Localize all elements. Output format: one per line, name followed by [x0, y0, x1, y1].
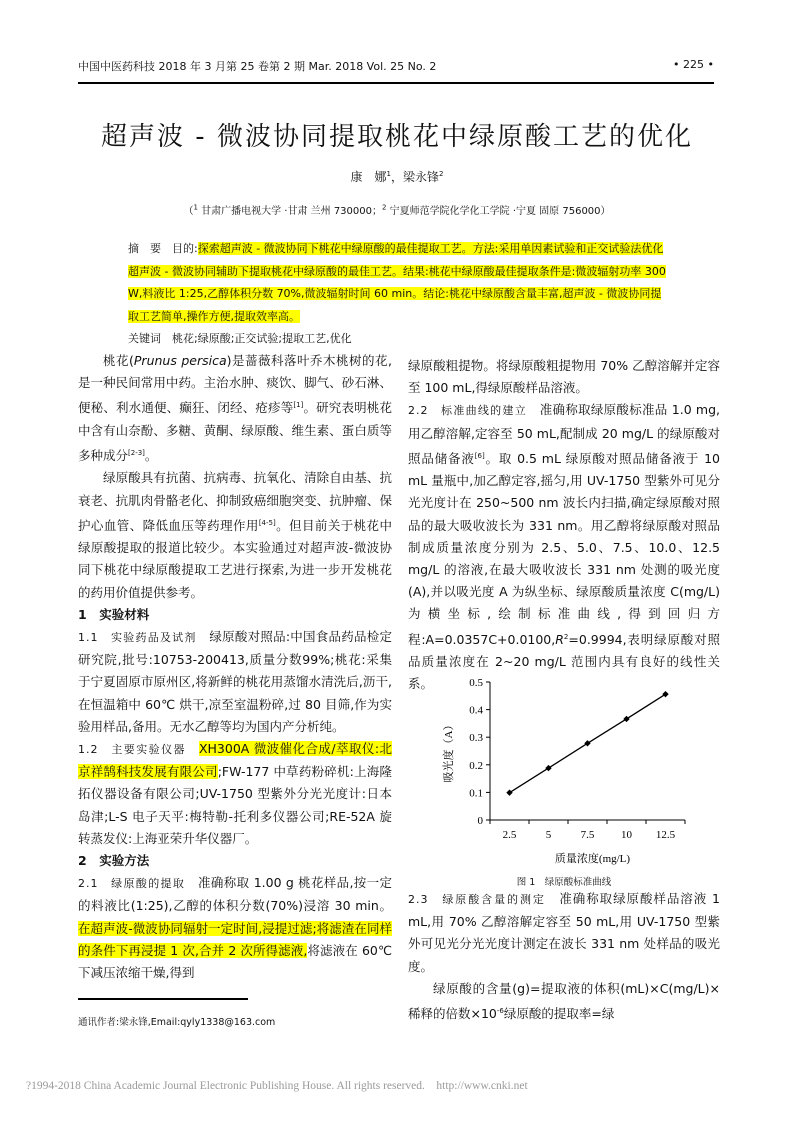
- data-point: [506, 789, 512, 795]
- citation: [2-3]: [128, 448, 145, 457]
- footnote-corresponding-author: 通讯作者:梁永锋,Email:qyly1338@163.com: [78, 1017, 276, 1028]
- r-symbol: R: [555, 631, 564, 647]
- subsection-2-1: 2.1 绿原酸的提取 准确称取 1.00 g 桃花样品,按一定的料液比(1:25),乙醇的体积分数(70%)浸溶 30 min。在超声波-微波协同辐射一定时间,浸提过滤;将滤渣在同样的条件下再浸提 1 次,合并 2 次所得滤液,将滤液在 60℃ 下减压浓缩干燥,得到: [78, 875, 392, 980]
- footnote-rule: [78, 998, 248, 1000]
- abstract: [128, 238, 668, 351]
- section-heading-1: 1 实验材料: [78, 606, 150, 622]
- affiliations: [0, 202, 794, 217]
- running-header: [78, 58, 714, 74]
- authors: [0, 168, 794, 185]
- standard-curve-chart: [420, 670, 710, 880]
- right-column: [408, 355, 720, 695]
- y-tick-label: 0.1: [469, 787, 483, 800]
- abstract-highlight: [128, 242, 666, 323]
- latin-name: Prunus persica: [133, 353, 227, 368]
- abstract-label: 摘 要: [128, 242, 161, 255]
- journal-line: 中国中医药科技 2018 年 3 月第 25 卷第 2 期 Mar. 2018 Vol. 25 No. 2: [78, 60, 437, 73]
- paper-title: 超声波 - 微波协同提取桃花中绿原酸工艺的优化: [101, 122, 693, 152]
- affil-1-sup: 1: [193, 203, 198, 212]
- objective-text: 探索超声波 - 微波协同下桃花中绿原酸的最佳提取工艺。: [197, 242, 473, 255]
- data-point: [623, 716, 629, 722]
- result-text: 桃花中绿原酸最佳提取条件是:微波辐射功率 300 W,料液比 1:25,乙醇体积分数 70%,微波辐射时间 60 min。: [128, 264, 666, 300]
- y-tick-label: 0: [477, 815, 483, 827]
- x-tick-label: 7.5: [580, 829, 595, 841]
- conclusion-text: 桃花中绿原酸含量丰富,超声波 - 微波协同提取工艺简单,操作方便,提取效率高。: [128, 287, 662, 323]
- method-label: 方法:: [472, 242, 499, 255]
- page-number: • 225 •: [673, 58, 714, 71]
- data-point: [545, 765, 551, 771]
- y-tick-label: 0.5: [469, 677, 483, 689]
- affil-2-sup: 2: [382, 203, 387, 212]
- affil-1: 甘肃广播电视大学 ·甘肃 兰州 730000；: [197, 206, 382, 217]
- figure-caption: 图 1 绿原酸标准曲线: [516, 877, 612, 888]
- keywords-label: 关键词: [128, 332, 161, 345]
- conclusion-label: 结论:: [423, 287, 449, 300]
- citation: [6]: [474, 451, 485, 460]
- x-tick-label: 10: [621, 829, 632, 841]
- x-tick-label: 5: [545, 829, 552, 841]
- affil-open: （: [183, 206, 194, 217]
- author-1-affil: 1: [386, 170, 391, 178]
- continued-paragraph: 绿原酸粗提物。将绿原酸粗提物用 70% 乙醇溶解并定容至 100 mL,得绿原酸样品溶液。: [408, 358, 720, 396]
- left-column: [78, 350, 392, 984]
- x-tick-label: 12.5: [655, 829, 676, 841]
- author-2-affil: 2: [439, 170, 444, 178]
- data-point: [584, 740, 590, 746]
- section-heading-2: 2 实验方法: [78, 852, 150, 868]
- author-1: 康 娜: [350, 170, 387, 184]
- subsection-2-2: 2.2 标准曲线的建立 准确称取绿原酸标准品 1.0 mg,用乙醇溶解,定容至 50 mL,配制成 20 mg/L 的绿原酸对照品储备液[6]。取 0.5 mL 绿原酸对照品储备液于 10 mL 量瓶中,加乙醇定容,摇匀,用 UV-1750 型紫外可见分光光度计在 250~500 nm 波长内扫描,确定绿原酸对照品的最大吸收波长为 331 nm。用乙醇将绿原酸对照品制成质量浓度分别为 2.5、5.0、7.5、10.0、12.5 mg/L 的溶液,在最大吸收波长 331 nm 处测的吸光度(A),并以吸光度 A 为纵坐标、绿原酸质量浓度 C(mg/L)为横坐标,绘制标准曲线,得到回归方程$:A=0.0357C+0.0100,R^2=0.9994$,表明绿原酸对照品质量浓度在 2~20 mg/L 范围内具有良好的线性关系。: [408, 402, 720, 692]
- right-column-bottom: [408, 888, 720, 1025]
- x-axis-label: 质量浓度(mg/L): [554, 853, 631, 865]
- subsection-1-2: 1.2 主要实验仪器 XH300A 微波催化合成/萃取仪:北京祥鹄科技发展有限公司;FW-177 中草药粉碎机:上海隆拓仪器设备有限公司;UV-1750 型紫外分光光度计:日本岛津;L-S 电子天平:梅特勒-托利多仪器公司;RE-52A 旋转蒸发仪:上海亚荣升华仪器厂。: [78, 740, 392, 846]
- result-label: 结果:: [402, 264, 429, 278]
- subsection-1-1: 1.1 实验药品及试剂 绿原酸对照品:中国食品药品检定研究院,批号:10753-200413,质量分数99%;桃花:采集于宁夏固原市原州区,将新鲜的桃花用蒸馏水清洗后,沥干,在恒温箱中 60℃ 烘干,凉至室温粉碎,过 80 目筛,作为实验用样品,备用。无水乙醇等均为国内产分析纯。: [78, 628, 392, 734]
- citation: [1]: [293, 401, 304, 410]
- method-highlight: 在超声波-微波协同辐射一定时间,浸提过滤;将滤渣在同样的条件下再浸提 1 次,合并 2 次所得滤液,: [78, 920, 392, 958]
- copyright-notice: ?1994-2018 China Academic Journal Electronic Publishing House. All rights reserved. http://www.cnki.net: [26, 1080, 528, 1092]
- subsection-2-3: 2.3 绿原酸含量的测定 准确称取绿原酸样品溶液 1 mL,用 70% 乙醇溶解定容至 50 mL,用 UV-1750 型紫外可见光分光光度计测定在波长 331 nm 处样品的吸光度。: [408, 891, 720, 974]
- y-tick-label: 0.3: [469, 732, 483, 745]
- header-rule: [78, 82, 714, 84]
- y-tick-label: 0.4: [469, 704, 483, 717]
- author-separator: ，: [390, 170, 403, 184]
- method-text: 采用单因素试验和正交试验法优化超声波 - 微波协同辅助下提取桃花中绿原酸的最佳工艺。: [128, 242, 664, 278]
- formula-paragraph: 绿原酸的含量(g)=提取液的体积(mL)×C(mg/L)×稀释的倍数$\times 10^{-6}$绿原酸的提取率=绿: [408, 980, 720, 1022]
- objective-label: 目的:: [172, 242, 198, 255]
- intro-paragraph-1: 桃花(Prunus persica)是蔷薇科落叶乔木桃树的花,是一种民间常用中药。主治水肿、痰饮、脚气、砂石淋、便秘、利水通便、癫狂、闭经、疮疹等[1]。研究表明桃花中含有山奈酚、多糖、黄酮、绿原酸、维生素、蛋白质等多种成分[2-3]。: [78, 353, 392, 464]
- data-point: [662, 691, 668, 697]
- x-tick-label: 2.5: [502, 829, 517, 841]
- citation: [4-5]: [258, 518, 276, 527]
- intro-paragraph-2: 绿原酸具有抗菌、抗病毒、抗氧化、清除自由基、抗衰老、抗肌肉骨骼老化、抑制致癌细胞突变、抗肿瘤、保护心血管、降低血压等药理作用[4-5]。但目前关于桃花中绿原酸提取的报道比较少。本实验通过对超声波-微波协同下桃花中绿原酸提取工艺进行探索,为进一步开发桃花的药用价值提供参考。: [78, 470, 392, 600]
- keywords: 桃花;绿原酸;正交试验;提取工艺,优化: [172, 332, 352, 345]
- author-2: 梁永锋: [403, 170, 440, 184]
- affil-2: 宁夏师范学院化学化工学院 ·宁夏 固原 756000）: [386, 206, 611, 217]
- y-tick-label: 0.2: [469, 759, 483, 772]
- instrument-highlight: XH300A 微波催化合成/萃取仪:北京祥鹄科技发展有限公司: [78, 740, 392, 780]
- y-axis-label: 吸光度（A）: [443, 719, 455, 783]
